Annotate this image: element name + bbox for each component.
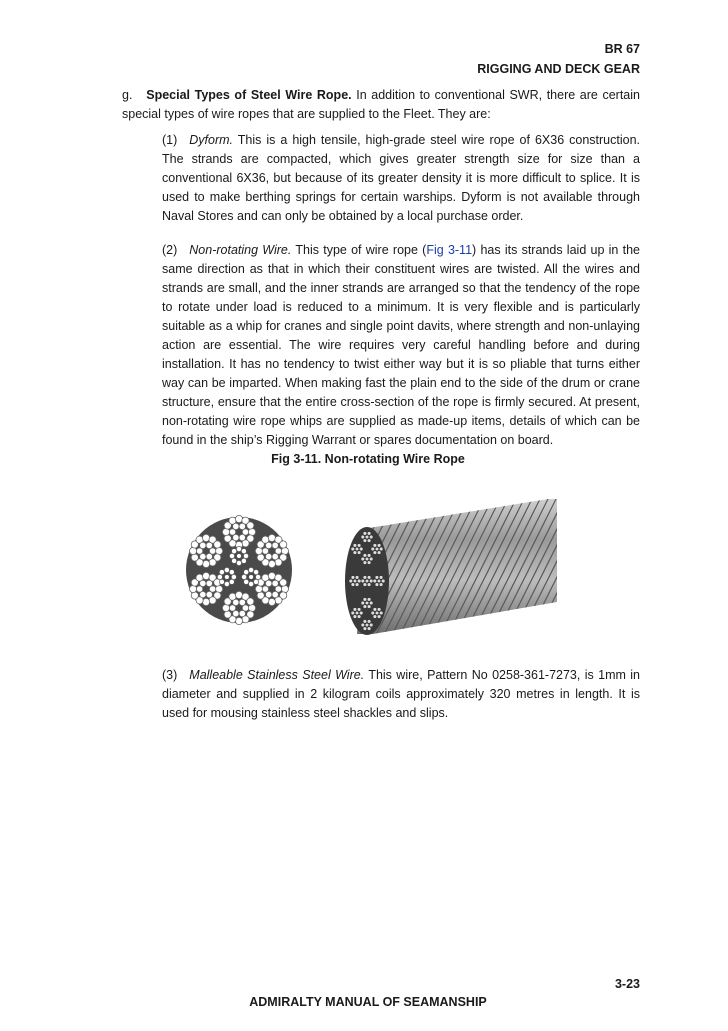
end-wire bbox=[375, 611, 379, 615]
outer-wire bbox=[191, 592, 198, 599]
end-wire bbox=[353, 579, 357, 583]
end-wire bbox=[365, 557, 369, 561]
end-wire bbox=[375, 547, 379, 551]
item-number: (3) bbox=[162, 668, 178, 682]
outer-wire bbox=[257, 592, 264, 599]
end-wire bbox=[379, 611, 383, 615]
end-wire bbox=[369, 579, 373, 583]
end-wire bbox=[377, 608, 381, 612]
outer-wire bbox=[255, 585, 262, 592]
outer-wire bbox=[268, 534, 275, 541]
outer-wire bbox=[280, 541, 287, 548]
section-intro-text: In addition to conventional SWR, there are certain special types of wire ropes that are supplied to the Fleet. They are: bbox=[122, 88, 640, 121]
end-wire bbox=[349, 579, 353, 583]
item-text: This type of wire rope ( bbox=[291, 243, 427, 257]
outer-wire bbox=[266, 580, 272, 586]
inner-wire bbox=[249, 575, 254, 580]
end-wire bbox=[375, 583, 379, 587]
end-wire bbox=[357, 551, 361, 555]
item-number: (1) bbox=[162, 133, 178, 147]
inner-wire bbox=[217, 574, 222, 579]
end-wire bbox=[373, 608, 377, 612]
end-wire bbox=[373, 544, 377, 548]
figure-caption: Fig 3-11. Non-rotating Wire Rope bbox=[271, 452, 465, 466]
outer-wire bbox=[190, 585, 197, 592]
end-wire bbox=[363, 561, 367, 565]
end-wire bbox=[369, 623, 373, 627]
outer-wire bbox=[268, 560, 275, 567]
end-wire bbox=[353, 608, 357, 612]
end-wire bbox=[361, 535, 365, 539]
end-wire bbox=[357, 544, 361, 548]
end-wire bbox=[361, 623, 365, 627]
end-wire bbox=[369, 557, 373, 561]
end-wire bbox=[363, 539, 367, 543]
outer-wire bbox=[281, 547, 288, 554]
inner-wire bbox=[241, 558, 246, 563]
end-wire bbox=[357, 608, 361, 612]
end-wire bbox=[353, 615, 357, 619]
outer-wire bbox=[248, 604, 255, 611]
end-wire bbox=[363, 576, 367, 580]
end-wire bbox=[357, 579, 361, 583]
item-number: (2) bbox=[162, 243, 178, 257]
header-chapter-title: RIGGING AND DECK GEAR bbox=[477, 62, 640, 76]
rope-side-view-image bbox=[343, 497, 557, 635]
inner-wire bbox=[249, 581, 254, 586]
end-wire bbox=[377, 579, 381, 583]
end-wire bbox=[375, 576, 379, 580]
outer-wire bbox=[268, 572, 275, 579]
outer-wire bbox=[203, 598, 210, 605]
inner-wire bbox=[229, 553, 234, 558]
outer-wire bbox=[272, 591, 278, 597]
outer-wire bbox=[222, 604, 229, 611]
end-wire bbox=[371, 547, 375, 551]
outer-wire bbox=[233, 599, 239, 605]
inner-wire bbox=[256, 574, 261, 579]
item-title: Malleable Stainless Steel Wire. bbox=[189, 668, 365, 682]
inner-wire bbox=[232, 549, 237, 554]
end-wire bbox=[373, 579, 377, 583]
inner-wire bbox=[229, 570, 234, 575]
item-malleable-stainless-wire bbox=[162, 666, 640, 723]
end-wire bbox=[371, 611, 375, 615]
item-title: Dyform. bbox=[189, 133, 234, 147]
end-wire bbox=[351, 547, 355, 551]
outer-wire bbox=[239, 534, 245, 540]
end-wire bbox=[353, 551, 357, 555]
end-wire bbox=[379, 576, 383, 580]
outer-wire bbox=[255, 547, 262, 554]
inner-wire bbox=[242, 574, 247, 579]
end-wire bbox=[359, 611, 363, 615]
end-wire bbox=[373, 615, 377, 619]
inner-wire bbox=[254, 579, 259, 584]
outer-wire bbox=[239, 610, 245, 616]
end-wire bbox=[365, 601, 369, 605]
end-wire bbox=[367, 583, 371, 587]
end-wire bbox=[367, 539, 371, 543]
inner-wire bbox=[244, 579, 249, 584]
inner-wire bbox=[249, 567, 254, 572]
end-wire bbox=[365, 623, 369, 627]
outer-wire bbox=[222, 528, 229, 535]
header-doc-code: BR 67 bbox=[604, 42, 640, 56]
end-wire bbox=[367, 605, 371, 609]
end-wire bbox=[367, 561, 371, 565]
end-wire bbox=[351, 576, 355, 580]
inner-wire bbox=[244, 570, 249, 575]
end-wire bbox=[351, 583, 355, 587]
end-wire bbox=[377, 551, 381, 555]
end-wire bbox=[369, 601, 373, 605]
end-wire bbox=[355, 576, 359, 580]
outer-wire bbox=[206, 591, 212, 597]
outer-wire bbox=[268, 598, 275, 605]
end-wire bbox=[363, 620, 367, 624]
inner-wire bbox=[224, 567, 229, 572]
outer-wire bbox=[239, 523, 245, 529]
inner-wire bbox=[229, 579, 234, 584]
outer-wire bbox=[190, 547, 197, 554]
inner-wire bbox=[231, 574, 236, 579]
outer-wire bbox=[214, 541, 221, 548]
outer-wire bbox=[281, 585, 288, 592]
end-wire bbox=[367, 627, 371, 631]
outer-wire bbox=[280, 579, 287, 586]
inner-wire bbox=[241, 549, 246, 554]
end-wire bbox=[363, 605, 367, 609]
rope-core bbox=[186, 517, 292, 623]
outer-wire bbox=[235, 617, 242, 624]
end-wire bbox=[359, 547, 363, 551]
outer-wire bbox=[266, 542, 272, 548]
end-wire bbox=[355, 611, 359, 615]
end-wire bbox=[367, 532, 371, 536]
end-wire bbox=[379, 583, 383, 587]
outer-wire bbox=[272, 580, 278, 586]
outer-wire bbox=[216, 585, 223, 592]
item-non-rotating-wire bbox=[162, 241, 640, 450]
end-wire bbox=[361, 601, 365, 605]
outer-wire bbox=[257, 554, 264, 561]
rope-cross-section-image bbox=[175, 506, 303, 634]
inner-wire bbox=[225, 575, 230, 580]
outer-wire bbox=[239, 599, 245, 605]
item-title: Non-rotating Wire. bbox=[189, 243, 292, 257]
inner-wire bbox=[224, 581, 229, 586]
item-dyform bbox=[162, 131, 640, 226]
outer-wire bbox=[200, 580, 206, 586]
outer-wire bbox=[272, 542, 278, 548]
outer-wire bbox=[272, 553, 278, 559]
inner-wire bbox=[236, 546, 241, 551]
end-wire bbox=[363, 554, 367, 558]
end-wire bbox=[357, 615, 361, 619]
outer-wire bbox=[206, 542, 212, 548]
inner-wire bbox=[219, 570, 224, 575]
end-wire bbox=[351, 611, 355, 615]
section-g-paragraph bbox=[122, 86, 640, 124]
end-wire bbox=[373, 551, 377, 555]
outer-wire bbox=[200, 542, 206, 548]
outer-wire bbox=[235, 515, 242, 522]
end-wire bbox=[353, 544, 357, 548]
outer-wire bbox=[203, 534, 210, 541]
end-wire bbox=[379, 547, 383, 551]
outer-wire bbox=[235, 591, 242, 598]
end-wire bbox=[365, 579, 369, 583]
item-text: This wire, Pattern No 0258-361-7273, is 1mm in diameter and supplied in 2 kilogram coils approximately 320 metres in length. It is used for mousing stainless steel shackles and slips. bbox=[162, 668, 640, 720]
section-title: Special Types of Steel Wire Rope. bbox=[146, 88, 352, 102]
outer-wire bbox=[206, 580, 212, 586]
end-wire bbox=[361, 557, 365, 561]
figure-link[interactable]: Fig 3-11 bbox=[426, 243, 473, 257]
end-wire bbox=[355, 583, 359, 587]
outer-wire bbox=[203, 560, 210, 567]
end-wire bbox=[369, 535, 373, 539]
end-wire bbox=[363, 532, 367, 536]
outer-wire bbox=[224, 535, 231, 542]
section-marker: g. bbox=[122, 88, 133, 102]
end-wire bbox=[363, 627, 367, 631]
item-text-continued: ) has its strands laid up in the same direction as that in which their constituent wires are twisted. All the wires and strands are small, and the inner strands are arranged so that the tendency of the rope to rotate under load is reduced to a minimum. It is very flexible and is particularly suitable as a whip for cranes and single point davits, where strength and non-unlaying action are essential. The wire requires very careful handling before and during installation. It has no tendency to twist either way but it is so pliable that turns either way can be imparted. When making fast the plain end to the side of the drum or crane structure, ensure that the entire cross-section of the rope is firmly secured. At present, non-rotating wire rope whips are supplied as made-up items, details of which can be found in the ship’s Rigging Warrant or spares documentation on board. bbox=[162, 243, 640, 447]
end-wire bbox=[363, 598, 367, 602]
end-wire bbox=[367, 620, 371, 624]
outer-wire bbox=[206, 553, 212, 559]
item-text: This is a high tensile, high-grade steel wire rope of 6X36 construction. The strands are compacted, which gives greater strength size for size than a conventional 6X36, but because of its greater density it is more difficult to splice. It is used to make berthing springs for certain warships. Dyform is not available through Naval Stores and can only be obtained by a local purchase order. bbox=[162, 133, 640, 223]
end-wire bbox=[361, 579, 365, 583]
outer-wire bbox=[248, 528, 255, 535]
inner-wire bbox=[236, 560, 241, 565]
outer-wire bbox=[247, 598, 254, 605]
outer-wire bbox=[216, 547, 223, 554]
page-number: 3-23 bbox=[614, 977, 640, 991]
inner-wire bbox=[243, 553, 248, 558]
inner-wire bbox=[254, 570, 259, 575]
end-wire bbox=[381, 579, 385, 583]
inner-wire bbox=[219, 579, 224, 584]
end-wire bbox=[367, 576, 371, 580]
outer-wire bbox=[247, 522, 254, 529]
inner-wire bbox=[237, 554, 242, 559]
end-wire bbox=[377, 544, 381, 548]
inner-wire bbox=[232, 558, 237, 563]
footer-title: ADMIRALTY MANUAL OF SEAMANSHIP bbox=[249, 995, 487, 1009]
end-wire bbox=[367, 598, 371, 602]
end-wire bbox=[355, 547, 359, 551]
end-wire bbox=[363, 583, 367, 587]
outer-wire bbox=[224, 611, 231, 618]
outer-wire bbox=[233, 523, 239, 529]
outer-wire bbox=[203, 572, 210, 579]
end-wire bbox=[377, 615, 381, 619]
end-wire bbox=[367, 554, 371, 558]
outer-wire bbox=[191, 554, 198, 561]
end-wire bbox=[365, 535, 369, 539]
